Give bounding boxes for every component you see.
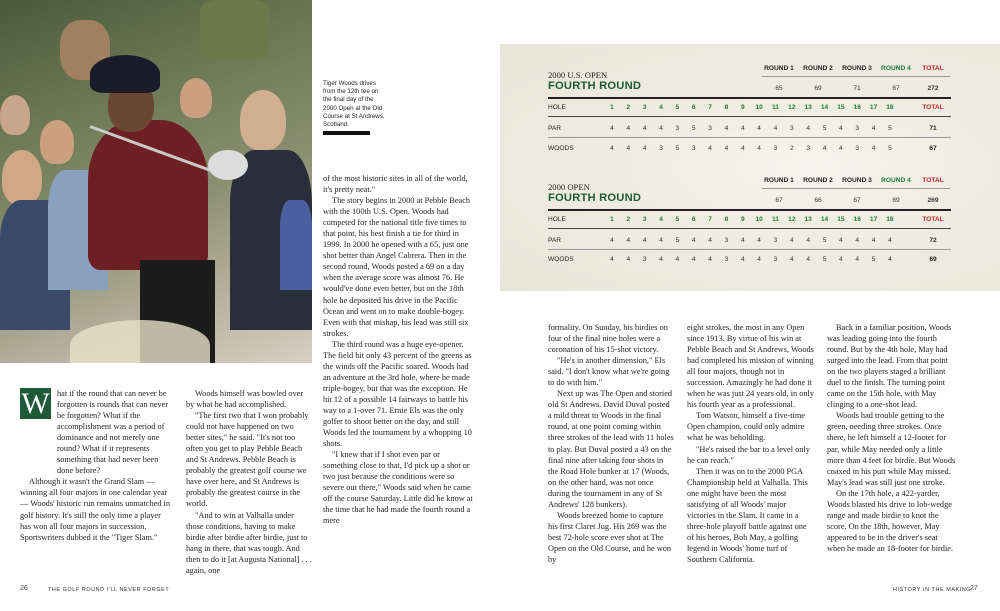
player-score: 4: [822, 145, 827, 152]
scorecard-subtitle: FOURTH ROUND: [548, 192, 642, 204]
par-value: 4: [839, 237, 843, 244]
paragraph: Back in a familiar position, Woods was leading going into the fourth round. But by the 4th hole, May had surged into the lead. From that point on the two players staged a brilliant duel to the finish. The turning point came on the 15th hole, with May clinging to a one-shot lead.: [827, 323, 952, 410]
player-label: WOODS: [548, 256, 574, 263]
paragraph: "He's in another dimension," Els said. "I don't know what we're going to do with him.": [548, 356, 670, 388]
player-score: 4: [757, 145, 761, 152]
hole-number: 18: [886, 104, 894, 111]
hole-number: 12: [788, 104, 796, 111]
round-label: ROUND 4: [881, 177, 911, 184]
player-score: 5: [871, 256, 876, 263]
round-label: ROUND 3: [842, 177, 872, 184]
player-score: 4: [790, 256, 794, 263]
hole-number-total: TOTAL: [922, 216, 944, 223]
player-score: 4: [626, 256, 631, 263]
round-label: ROUND 2: [803, 65, 833, 72]
paragraph: "I knew that if I shot even par or something close to that, I'd pick up a shot or two just because the conditions were so severe out there," Woods said when he came off the course Saturday. Little did he know at the time that he had made the fourth round a mere: [323, 450, 473, 526]
par-value: 5: [822, 125, 827, 132]
caption-rule: [323, 131, 370, 135]
par-value: 4: [642, 125, 647, 132]
paragraph: The third round was a huge eye-opener. The field hit only 43 percent of the greens as the winds off the Pacific soared. Woods had an adventure at the 3rd hole, where he made triple-bogey, but that was the exception. He hit 12 of a possible 14 fairways to battle his way to a 1-over 71. Ernie Els was the only golfer to shoot better on the day, and still Woods led the tournament by a whopping 10 shots.: [323, 339, 472, 449]
par-value: 4: [659, 237, 663, 244]
par-value: 4: [790, 237, 794, 244]
player-score: 4: [724, 145, 729, 152]
par-label: PAR: [548, 125, 562, 132]
par-value: 3: [675, 125, 680, 132]
par-value: 5: [822, 237, 827, 244]
drop-cap: W: [21, 387, 50, 420]
player-score: 3: [724, 256, 729, 263]
player-score: 4: [740, 256, 745, 263]
page-number-right: 27: [970, 585, 978, 592]
round-score: 69: [892, 197, 900, 204]
hole-number: 5: [675, 216, 680, 223]
round-score: 65: [775, 85, 783, 92]
hole-number: 8: [724, 216, 729, 223]
par-value: 3: [708, 125, 712, 132]
hole-number: 9: [740, 104, 745, 111]
round-label: ROUND 2: [803, 177, 833, 184]
text-column-3: [323, 173, 473, 527]
player-score: 3: [855, 145, 860, 152]
hole-number: 3: [642, 104, 647, 111]
photo-caption: Tiger Woods drives from the 12th tee on the final day of the 2000 Open at the Old Course at St Andrews, Scotland.: [323, 80, 385, 129]
round-score: 71: [853, 85, 861, 92]
par-value: 4: [871, 125, 876, 132]
player-score: 4: [708, 145, 712, 152]
hole-number: 16: [853, 216, 861, 223]
player-label: WOODS: [548, 145, 574, 152]
par-value: 4: [642, 237, 647, 244]
paragraph: Woods had trouble getting to the green, needing three strokes. Once there, he left himself a 12-footer for par, while May needed only a little more than 4 feet for birdie. But Woods coaxed in his putt while May missed. May's lead was still just one stroke.: [827, 411, 956, 487]
par-value-total: 71: [929, 125, 937, 132]
par-value: 4: [806, 125, 811, 132]
par-value: 5: [675, 237, 680, 244]
hole-number: 11: [772, 104, 779, 111]
paragraph: The story begins in 2000 at Pebble Beach with the 100th U.S. Open. Woods had competed for the national title five times to that point, his best finish a tie for third in 1999. In 2000 he opened with a 65, just one shot better than Angel Cabrera. Then in the second round, Woods posted a 69 on a day when the average score was almost 76. He would've done even better, but on the 18th hole he deposited his drive in the Pacific Ocean and went on to make double-bogey. Even with that mishap, his lead was still six strokes.: [323, 196, 471, 338]
par-value: 5: [691, 125, 696, 132]
par-value: 3: [790, 125, 794, 132]
par-value: 4: [610, 125, 614, 132]
player-score: 4: [855, 256, 860, 263]
player-score: 3: [659, 145, 663, 152]
hole-number: 3: [642, 216, 647, 223]
hole-number: 16: [853, 104, 861, 111]
round-score: 69: [814, 85, 822, 92]
par-value: 3: [724, 237, 729, 244]
player-score: 4: [839, 256, 843, 263]
par-value: 3: [773, 237, 778, 244]
hole-number: 10: [755, 104, 763, 111]
text-column-6: [827, 322, 957, 554]
paragraph: Then it was on to the 2000 PGA Championship held at Valhalla. This one might have been the most satisfying of all Woods' major victories in the Slam. It came in a three-hole playoff battle against one of his heroes, Bob May, a golfing legend in Woods' home turf of Southern California.: [687, 466, 808, 564]
par-label: PAR: [548, 237, 562, 244]
par-value: 4: [757, 237, 761, 244]
player-score-total: 69: [929, 256, 937, 263]
hole-number: 9: [740, 216, 745, 223]
hole-number: 1: [610, 216, 614, 223]
hole-number: 6: [691, 104, 696, 111]
running-title-left: THE GOLF ROUND I'LL NEVER FORGET: [48, 587, 170, 593]
player-score: 4: [708, 256, 712, 263]
round-total: 269: [927, 197, 939, 204]
hole-number: 17: [869, 104, 878, 111]
par-value: 5: [888, 125, 892, 132]
player-score: 3: [773, 145, 778, 152]
player-score: 4: [626, 145, 631, 152]
round-label: ROUND 4: [881, 65, 911, 72]
par-value: 3: [855, 125, 860, 132]
hole-number: 5: [675, 104, 680, 111]
par-value: 4: [740, 125, 745, 132]
player-score: 4: [675, 256, 680, 263]
scorecard-title: 2000 U.S. OPEN: [548, 70, 608, 80]
hole-number-total: TOTAL: [922, 104, 944, 111]
paragraph: On the 17th hole, a 422-yarder, Woods blasted his drive to lob-wedge range and made birdie to knot the score. On the 18th, however, May appeared to be in the driver's seat when he made an 18-footer for birdie.: [827, 488, 954, 553]
hole-label: HOLE: [548, 104, 566, 111]
player-score-total: 67: [929, 145, 937, 152]
hole-number: 4: [659, 104, 663, 111]
player-score: 4: [691, 256, 696, 263]
hole-number: 15: [837, 216, 845, 223]
player-score: 5: [888, 145, 892, 152]
paragraph: Next up was The Open and storied old St Andrews. David Duval posted a mild threat to Woods in the final round, at one point coming within three strokes of the lead with 11 holes to play. But Duval posted a 43 on the final nine after taking four shots in the Road Hole bunker at 17 (Woods, on the other hand, was not once during the tournament in any of St Andrews' 128 bunkers).: [548, 389, 674, 509]
par-value: 4: [659, 125, 663, 132]
par-value: 4: [610, 237, 614, 244]
player-score: 3: [642, 256, 647, 263]
round-label: ROUND 1: [764, 65, 794, 72]
round-score: 67: [853, 197, 861, 204]
par-value: 4: [839, 125, 843, 132]
player-score: 4: [610, 256, 614, 263]
hole-number: 17: [869, 216, 878, 223]
hole-number: 14: [820, 104, 829, 111]
paragraph: Although it wasn't the Grand Slam — winning all four majors in one calendar year — Woods' historic run remains unmatched in golf history. It's still the only time a player has won all four majors in succession. Sportswriters dubbed it the "Tiger Slam.": [20, 477, 170, 542]
paragraph: "And to win at Valhalla under those conditions, having to make birdie after birdie after birdie, just to hang in there, that was tough. And then to do it [at Augusta National] . . . again, one: [186, 510, 312, 575]
text-column-2: [186, 388, 312, 576]
hole-number: 13: [804, 216, 812, 223]
text-column-4: [548, 322, 674, 565]
paragraph: Woods himself was bowled over by what he had accomplished.: [186, 389, 304, 410]
hole-number: 8: [724, 104, 729, 111]
hole-number: 6: [691, 216, 696, 223]
player-score: 4: [806, 256, 811, 263]
round-total: 272: [927, 85, 939, 92]
par-value: 4: [871, 237, 876, 244]
text-column-5: [687, 322, 814, 565]
par-value: 4: [691, 237, 696, 244]
round-score: 67: [775, 197, 783, 204]
player-score: 4: [610, 145, 614, 152]
paragraph: formality. On Sunday, his birdies on four of the final nine holes were a coronation of his 15-shot victory.: [548, 323, 668, 355]
par-value: 4: [708, 237, 712, 244]
round-label: TOTAL: [922, 65, 944, 72]
player-score: 4: [871, 145, 876, 152]
paragraph: eight strokes, the most in any Open since 1913. By virtue of his win at Pebble Beach and St Andrews, Woods had completed his mission of winning all four majors, though not in succession. Amazingly he had done it when he was just 24 years old, in only his fourth year as a professional.: [687, 323, 814, 410]
hole-number: 7: [708, 104, 712, 111]
par-value: 4: [626, 237, 631, 244]
golfer-photo: [0, 0, 312, 363]
paragraph: hat if the round that can never be forgotten is rounds that can never be forgotten? What if the accomplishment was a period of dominance and not merely one round? What if it represents something that had never been done before?: [57, 389, 169, 476]
hole-number: 2: [626, 216, 631, 223]
hole-number: 15: [837, 104, 845, 111]
player-score: 4: [757, 256, 761, 263]
player-score: 3: [806, 145, 811, 152]
par-value: 4: [888, 237, 892, 244]
player-score: 4: [740, 145, 745, 152]
page-number-left: 26: [20, 585, 28, 592]
hole-number: 2: [626, 104, 631, 111]
hole-number: 7: [708, 216, 712, 223]
paragraph: of the most historic sites in all of the world, it's pretty neat.": [323, 174, 468, 195]
player-score: 2: [790, 145, 794, 152]
player-score: 4: [642, 145, 647, 152]
hole-number: 12: [788, 216, 796, 223]
par-value: 4: [724, 125, 729, 132]
hole-number: 10: [755, 216, 763, 223]
round-label: ROUND 3: [842, 65, 872, 72]
par-value: 4: [806, 237, 811, 244]
player-score: 4: [839, 145, 843, 152]
par-value: 4: [855, 237, 860, 244]
player-score: 3: [773, 256, 778, 263]
scorecard-subtitle: FOURTH ROUND: [548, 80, 642, 92]
paragraph: Woods breezed home to capture his first Claret Jug. His 269 was the best 72-hole score ever shot at The Open on the Old Course, and he won by: [548, 510, 672, 564]
player-score: 4: [888, 256, 892, 263]
player-score: 5: [675, 145, 680, 152]
par-value-total: 72: [929, 237, 937, 244]
paragraph: "The first two that I won probably could not have happened on two better sites," he said. "It's not too often you get to play Pebble Beach and St Andrews. Pebble Beach is probably the greatest golf course we have over here, and St Andrews is probably the greatest course in the world.: [186, 411, 309, 509]
player-score: 4: [659, 256, 663, 263]
player-score: 3: [691, 145, 696, 152]
hole-number: 1: [610, 104, 614, 111]
player-score: 5: [822, 256, 827, 263]
hole-number: 4: [659, 216, 663, 223]
hole-number: 11: [772, 216, 779, 223]
round-label: ROUND 1: [764, 177, 794, 184]
par-value: 4: [773, 125, 778, 132]
round-score: 67: [892, 85, 900, 92]
running-title-right: HISTORY IN THE MAKING: [893, 587, 972, 593]
par-value: 4: [740, 237, 745, 244]
hole-number: 13: [804, 104, 812, 111]
par-value: 4: [757, 125, 761, 132]
paragraph: Tom Watson, himself a five-time Open champion, could only admire what he was beholding.: [687, 411, 805, 443]
hole-number: 14: [820, 216, 829, 223]
hole-label: HOLE: [548, 216, 566, 223]
text-column-1: [20, 388, 173, 543]
round-label: TOTAL: [922, 177, 944, 184]
hole-number: 18: [886, 216, 894, 223]
par-value: 4: [626, 125, 631, 132]
scorecard-title: 2000 OPEN: [548, 182, 590, 192]
paragraph: "He's raised the bar to a level only he can reach.": [687, 444, 810, 465]
round-score: 66: [814, 197, 822, 204]
